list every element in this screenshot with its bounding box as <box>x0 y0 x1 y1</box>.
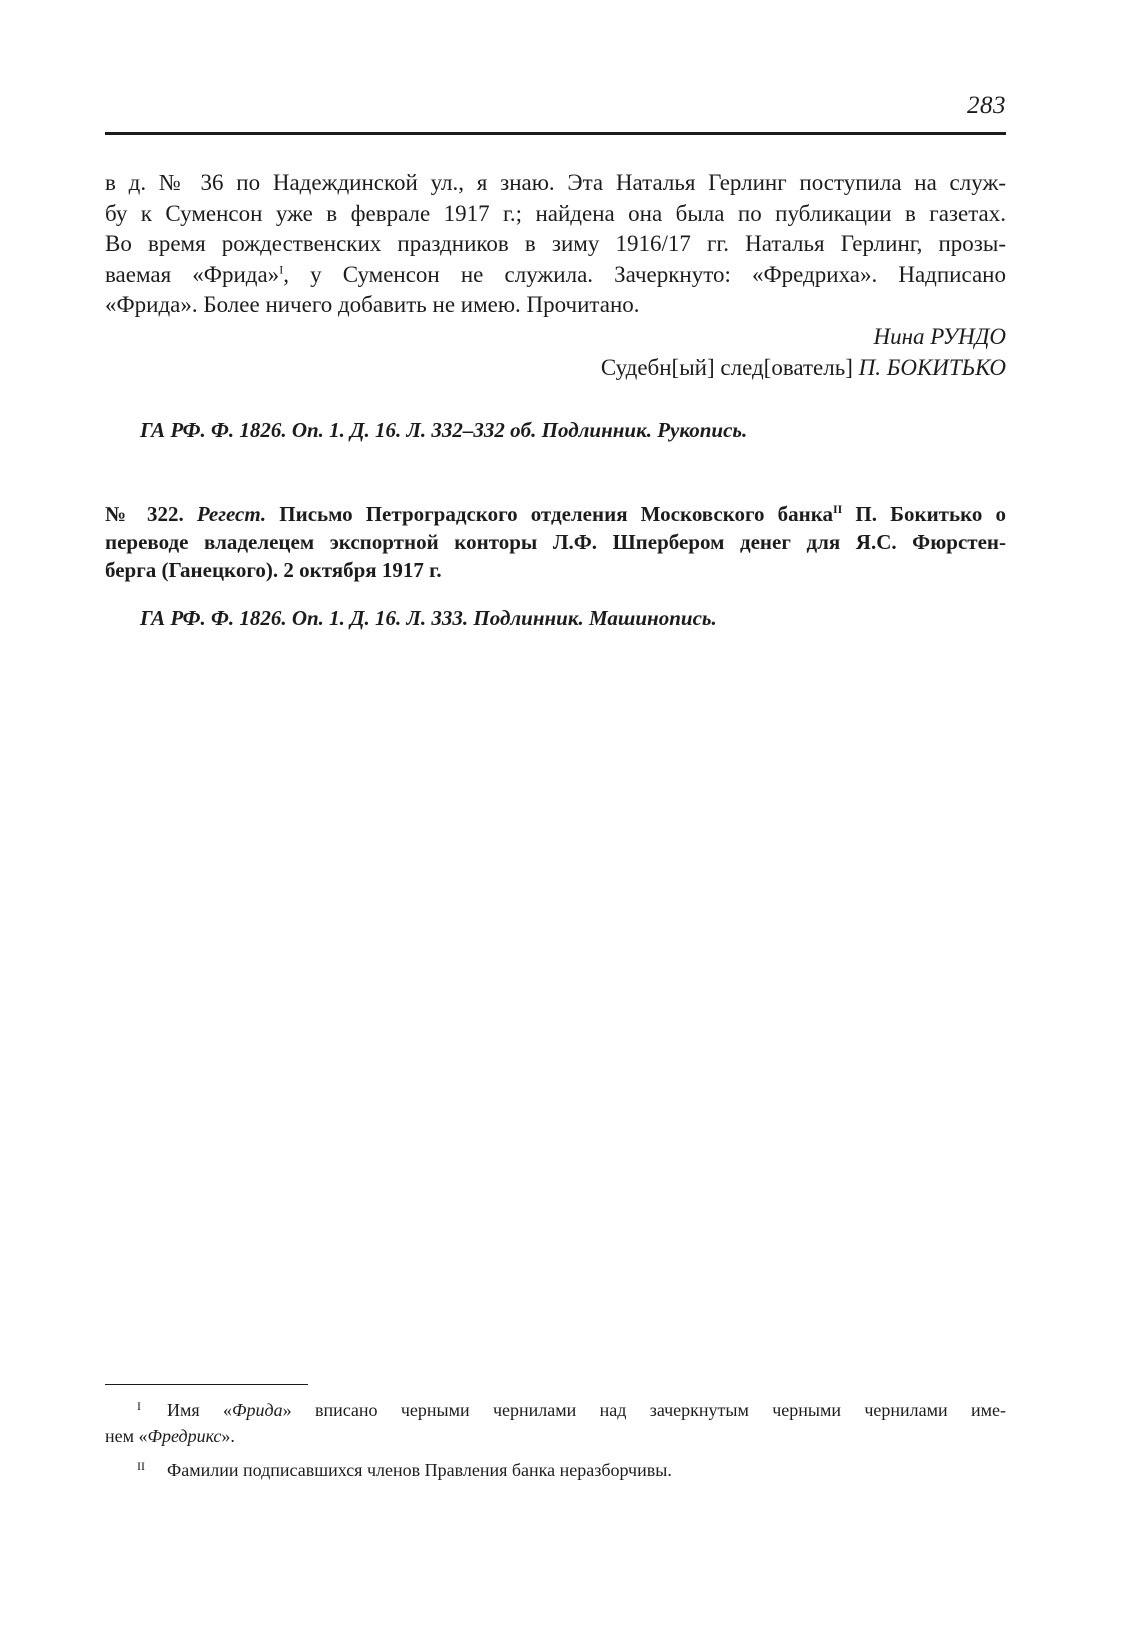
investigator-title: Судебн[ый] след[ователь] <box>600 354 853 380</box>
archive-reference: ГА РФ. Ф. 1826. Оп. 1. Д. 16. Л. 332–332 об. Подлинник. Рукопись. <box>140 418 748 442</box>
investigator-name: П. БОКИТЬКО <box>858 354 1006 380</box>
footnote-mark: II <box>137 1459 145 1473</box>
doc-heading-line: переводе владелецем экспортной конторы Л.Ф. Шпербером денег для Я.С. Фюрстен- <box>105 530 1006 554</box>
body-line: в д. № 36 по Надеждинской ул., я знаю. Эта Наталья Герлинг поступила на служ- <box>105 170 1006 195</box>
body-line: «Фрида». Более ничего добавить не имею. Прочитано. <box>105 292 640 317</box>
footnote-line <box>105 1397 1006 1423</box>
doc-title-cont: П. Бокитько о <box>842 502 1006 526</box>
doc-heading-line: берга (Ганецкого). 2 октября 1917 г. <box>105 558 442 582</box>
footnote-emphasis: Фрида <box>232 1400 283 1420</box>
doc-title: Письмо Петроградского отделения Московского банка <box>279 502 834 526</box>
doc-heading-line <box>105 500 1006 528</box>
footnote <box>105 1457 1006 1483</box>
body-line: бу к Суменсон уже в феврале 1917 г.; найдена она была по публикации в газетах. <box>105 200 1006 226</box>
footnote-text: Имя « <box>167 1400 233 1420</box>
document-heading <box>105 500 1006 584</box>
footnote <box>105 1397 1006 1449</box>
footnote-text: нем « <box>105 1426 148 1446</box>
testimony-text <box>105 168 1006 321</box>
footnotes <box>105 1397 1006 1483</box>
footnote-ref-1: I <box>279 261 284 276</box>
footnote-text: Фамилии подписавшихся членов Правления банка неразборчивы. <box>167 1460 672 1480</box>
signatures <box>601 322 1006 383</box>
body-line <box>105 260 1006 291</box>
footnote-line <box>105 1423 1006 1449</box>
footnote-rule <box>105 1384 308 1385</box>
witness-signature: Нина РУНДО <box>873 324 1006 349</box>
footnote-ref-2: II <box>833 502 843 516</box>
footnote-emphasis: Фредрикс <box>147 1426 222 1446</box>
body-line-part: ваемая «Фрида» <box>105 261 280 287</box>
doc-number: № 322. <box>105 502 184 526</box>
footnote-mark: I <box>137 1399 141 1413</box>
archive-reference: ГА РФ. Ф. 1826. Оп. 1. Д. 16. Л. 333. Подлинник. Машинопись. <box>140 606 717 630</box>
body-line-part: , у Суменсон не служила. Зачеркнуто: «Фредриха». Надписано <box>283 261 1006 287</box>
regest-label: Регест. <box>196 502 267 526</box>
page-number: 283 <box>967 92 1006 119</box>
body-line: Во время рождественских праздников в зиму 1916/17 гг. Наталья Герлинг, прозы- <box>105 231 1006 256</box>
investigator-signature <box>601 353 1006 384</box>
footnote-text: » вписано черными чернилами над зачеркнутым черными чернилами име- <box>282 1400 1006 1420</box>
header-rule <box>105 132 1006 135</box>
footnote-text: ». <box>221 1426 235 1446</box>
